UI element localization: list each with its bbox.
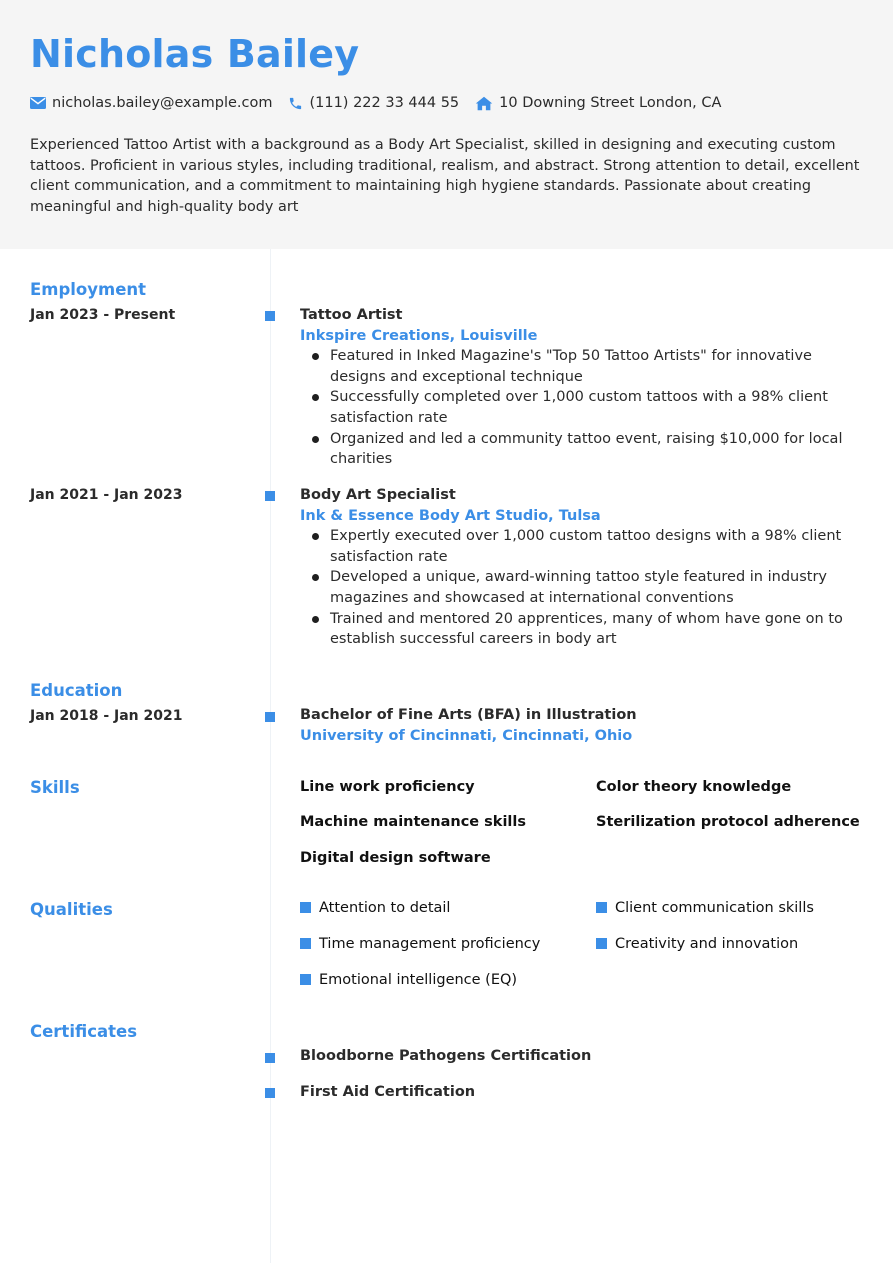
square-bullet-icon <box>300 938 311 949</box>
quality-item: Emotional intelligence (EQ) <box>300 970 517 990</box>
contact-phone[interactable] <box>288 95 459 111</box>
phone-text: (111) 222 33 444 55 <box>309 95 460 111</box>
education-heading: Education <box>30 681 123 700</box>
contact-address <box>475 95 721 111</box>
timeline-marker <box>265 491 275 501</box>
contact-email[interactable] <box>30 95 272 111</box>
job-title: Body Art Specialist <box>300 487 456 503</box>
qualities-heading: Qualities <box>30 900 113 919</box>
list-item: Expertly executed over 1,000 custom tattoo designs with a 98% client satisfaction rate <box>300 526 868 567</box>
skills-heading: Skills <box>30 778 80 797</box>
skill-item: Digital design software <box>300 850 491 866</box>
employment-2-dates: Jan 2021 - Jan 2023 <box>30 487 183 503</box>
employment-heading: Employment <box>30 280 147 299</box>
square-bullet-icon <box>300 902 311 913</box>
skill-item: Machine maintenance skills <box>300 814 526 830</box>
school-name: University of Cincinnati, Cincinnati, Ohio <box>300 727 633 744</box>
timeline-marker <box>265 712 275 722</box>
candidate-name: Nicholas Bailey <box>30 32 360 76</box>
home-icon <box>475 96 493 111</box>
job-bullets <box>300 346 868 470</box>
education-1 <box>300 705 868 746</box>
list-item: Developed a unique, award-winning tattoo style featured in industry magazines and showcased at international conventions <box>300 567 868 608</box>
square-bullet-icon <box>300 974 311 985</box>
company-name: Ink & Essence Body Art Studio, Tulsa <box>300 507 601 524</box>
quality-item: Attention to detail <box>300 898 450 918</box>
list-item: Trained and mentored 20 apprentices, many of whom have gone on to establish successful careers in body art <box>300 609 868 650</box>
square-bullet-icon <box>596 938 607 949</box>
email-text: nicholas.bailey@example.com <box>52 95 273 111</box>
timeline-marker <box>265 1088 275 1098</box>
phone-icon <box>288 96 303 111</box>
envelope-icon <box>30 97 46 109</box>
skill-item: Color theory knowledge <box>596 779 792 795</box>
skill-item: Line work proficiency <box>300 779 475 795</box>
company-name: Inkspire Creations, Louisville <box>300 327 538 344</box>
certificate-item: First Aid Certification <box>300 1084 476 1100</box>
list-item: Organized and led a community tattoo event, raising $10,000 for local charities <box>300 429 868 470</box>
employment-1-dates: Jan 2023 - Present <box>30 307 176 323</box>
header <box>0 0 893 249</box>
address-text: 10 Downing Street London, CA <box>499 95 722 111</box>
contact-line <box>30 92 737 114</box>
degree-title: Bachelor of Fine Arts (BFA) in Illustration <box>300 707 637 723</box>
quality-item: Client communication skills <box>596 898 814 918</box>
timeline-divider <box>270 249 271 1263</box>
quality-item: Creativity and innovation <box>596 934 798 954</box>
employment-2 <box>300 485 868 650</box>
education-1-dates: Jan 2018 - Jan 2021 <box>30 708 183 724</box>
certificates-heading: Certificates <box>30 1022 138 1041</box>
list-item: Featured in Inked Magazine's "Top 50 Tattoo Artists" for innovative designs and exceptional technique <box>300 346 868 387</box>
profile-summary: Experienced Tattoo Artist with a background as a Body Art Specialist, skilled in designing and executing custom tattoos. Proficient in various styles, including traditional, realism, and abstract. Strong attention to detail, excellent client communication, and a commitment to maintaining high hygiene standards. Passionate about creating meaningful and high-quality body art <box>30 137 860 215</box>
timeline-marker <box>265 311 275 321</box>
employment-1 <box>300 305 868 470</box>
quality-item: Time management proficiency <box>300 934 540 954</box>
certificate-item: Bloodborne Pathogens Certification <box>300 1048 592 1064</box>
list-item: Successfully completed over 1,000 custom tattoos with a 98% client satisfaction rate <box>300 387 868 428</box>
job-title: Tattoo Artist <box>300 307 403 323</box>
square-bullet-icon <box>596 902 607 913</box>
skill-item: Sterilization protocol adherence <box>596 814 860 830</box>
job-bullets <box>300 526 868 650</box>
timeline-marker <box>265 1053 275 1063</box>
